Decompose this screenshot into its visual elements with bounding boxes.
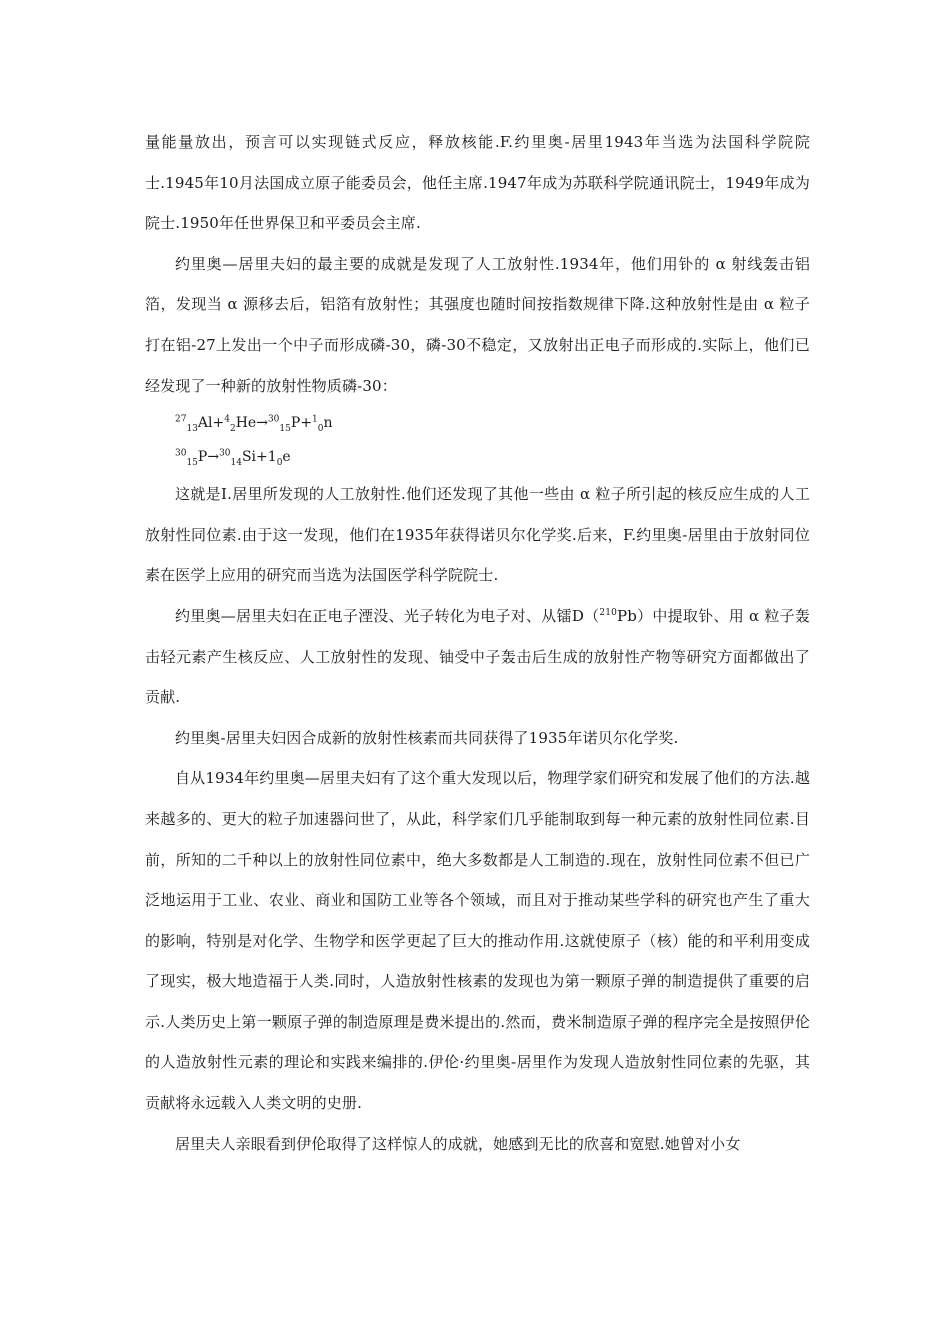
paragraph-3: 这就是I.居里所发现的人工放射性.他们还发现了其他一些由 α 粒子所引起的核反应生成的人工放射性同位素.由于这一发现，他们在1935年获得诺贝尔化学奖.后来，F.约里奥-居里由于放射同位素在医学上应用的研究而当选为法国医学科学院院士. <box>145 485 810 585</box>
pb-mass-number: 210 <box>599 607 618 618</box>
paragraph-7: 居里夫人亲眼看到伊伦取得了这样惊人的成就，她感到无比的欣喜和宽慰.她曾对小女 <box>175 1134 741 1153</box>
paragraph-2: 约里奥—居里夫妇的最主要的成就是发现了人工放射性.1934年，他们用钋的 α 射线轰击铝箔，发现当 α 源移去后，铝箔有放射性；其强度也随时间按指数规律下降.这种放射性是由 α 粒子打在铝-27上发出一个中子而形成磷-30，磷-30不稳定，又放射出正电子而形成的.实际上，他们已经发现了一种新的放射性物质磷-30： <box>145 254 810 395</box>
paragraph-4: 约里奥—居里夫妇在正电子湮没、光子转化为电子对、从镭D（$^{210}$Pb）中提取钋、用 α 粒子轰击轻元素产生核反应、人工放射性的发现、铀受中子轰击后生成的放射性产物等研究方面都做出了贡献. <box>145 606 810 707</box>
equation-2: $^{30}_{15}P\to^{30}_{14}Si+1_0e$ <box>175 448 291 468</box>
equation-1: $^{27}_{13}$Al+$^4_2$He→$^{30}_{15}$P+$^1_0$n <box>175 414 333 434</box>
paragraph-6: 自从1934年约里奥—居里夫妇有了这个重大发现以后，物理学家们研究和发展了他们的方法.越来越多的、更大的粒子加速器问世了，从此，科学家们几乎能制取到每一种元素的放射性同位素.目前，所知的二千种以上的放射性同位素中，绝大多数都是人工制造的.现在，放射性同位素不但已广泛地运用于工业、农业、商业和国防工业等各个领域，而且对于推动某些学科的研究也产生了重大的影响，特别是对化学、生物学和医学更起了巨大的推动作用.这就使原子（核）能的和平利用变成了现实，极大地造福于人类.同时，人造放射性核素的发现也为第一颗原子弹的制造提供了重要的启示.人类历史上第一颗原子弹的制造原理是费米提出的.然而，费米制造原子弹的程序完全是按照伊伦的人造放射性元素的理论和实践来编排的.伊伦·约里奥-居里作为发现人造放射性同位素的先驱，其贡献将永远载入人类文明的史册. <box>145 769 810 1113</box>
paragraph-5: 约里奥-居里夫妇因合成新的放射性核素而共同获得了1935年诺贝尔化学奖. <box>175 728 679 747</box>
paragraph-1: 量能量放出，预言可以实现链式反应，释放核能.F.约里奥-居里1943年当选为法国科学院院士.1945年10月法国成立原子能委员会，他任主席.1947年成为苏联科学院通讯院士，1949年成为院士.1950年任世界保卫和平委员会主席. <box>145 133 810 233</box>
